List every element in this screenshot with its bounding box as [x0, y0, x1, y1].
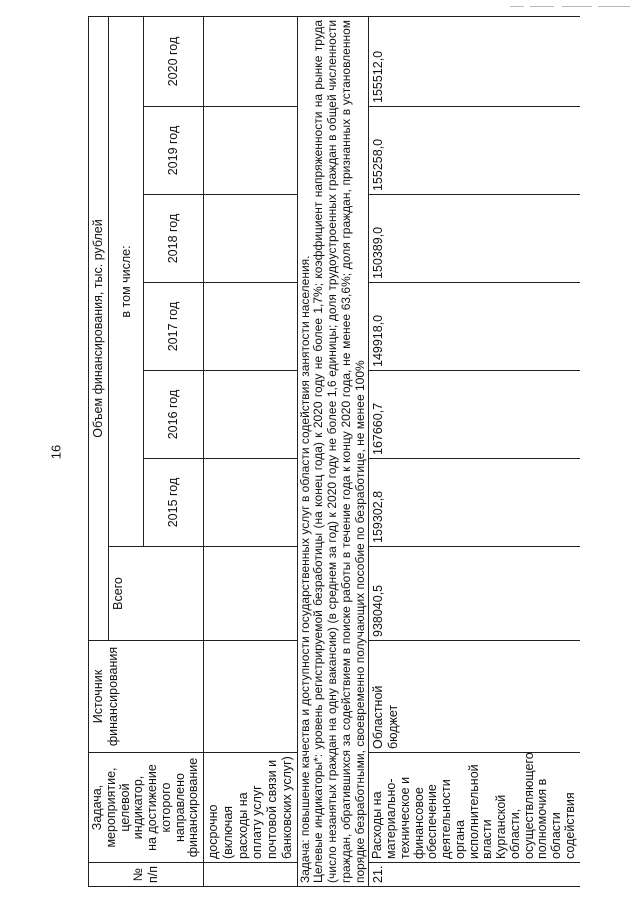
- row-21-source: Областной бюджет: [369, 641, 580, 753]
- header-source: Источник финансирования: [89, 641, 204, 753]
- header-year-2016: 2016 год: [144, 371, 204, 459]
- header-num: № п/п: [89, 863, 204, 887]
- header-year-2020: 2020 год: [144, 16, 204, 106]
- header-year-2015: 2015 год: [144, 459, 204, 547]
- corner-marks: [510, 6, 630, 9]
- row-21-text: Расходы на материально-техническое и финансовое обеспечение деятельности органа исполнительной власти Курганской области, осуществляющего полномочия в области содействия: [369, 753, 580, 863]
- table-row-21: [369, 16, 580, 886]
- row-21-total: 938040,5: [369, 547, 580, 641]
- row-21-2019: 155258,0: [369, 107, 580, 195]
- continuation-row: [204, 16, 298, 886]
- continuation-source: [204, 641, 298, 753]
- row-21-2015: 159302,8: [369, 459, 580, 547]
- header-year-2019: 2019 год: [144, 107, 204, 195]
- rotated-page-content: [88, 19, 577, 887]
- continuation-num: [204, 863, 298, 887]
- row-21-2017: 149918,0: [369, 283, 580, 371]
- header-volume: Объем финансирования, тыс. рублей: [89, 16, 109, 640]
- header-year-2018: 2018 год: [144, 195, 204, 283]
- continuation-text: досрочно (включая расходы на оплату услуг почтовой связи и банковских услуг): [204, 753, 298, 863]
- row-21-num: 21.: [369, 863, 580, 887]
- header-total: Всего: [108, 547, 203, 641]
- row-21-2016: 167660,7: [369, 371, 580, 459]
- row-21-2020: 155512,0: [369, 16, 580, 106]
- financing-table: [88, 16, 580, 887]
- continuation-total: [204, 547, 298, 641]
- page-number: 16: [48, 444, 64, 460]
- header-year-2017: 2017 год: [144, 283, 204, 371]
- header-including: в том числе:: [108, 16, 143, 546]
- header-task: Задача, мероприятие, целевой индикатор, на достижение которого направлено финансирование: [89, 753, 204, 863]
- task-text: Задача: повышение качества и доступности государственных услуг в области содействия занятости населения. Целевые индикаторы*: уровень регистрируемой безработицы (на конец года) к 2020 году не более 1,7%; коэффициент напряженности на рынке труда (число незанятых граждан на одну вакансию) (в среднем за год) к 2020 году не более 1,6 единицы; доля трудоустроенных граждан в общей численности граждан, обратившихся за содействием в поиске работы в течение года к концу 2020 года, не менее 63,6%; доля граждан, признанных в установленном порядке безработными, своевременно получающих пособие по безработице, не менее 100%: [297, 16, 369, 886]
- task-row: [297, 16, 369, 886]
- row-21-2018: 150389,0: [369, 195, 580, 283]
